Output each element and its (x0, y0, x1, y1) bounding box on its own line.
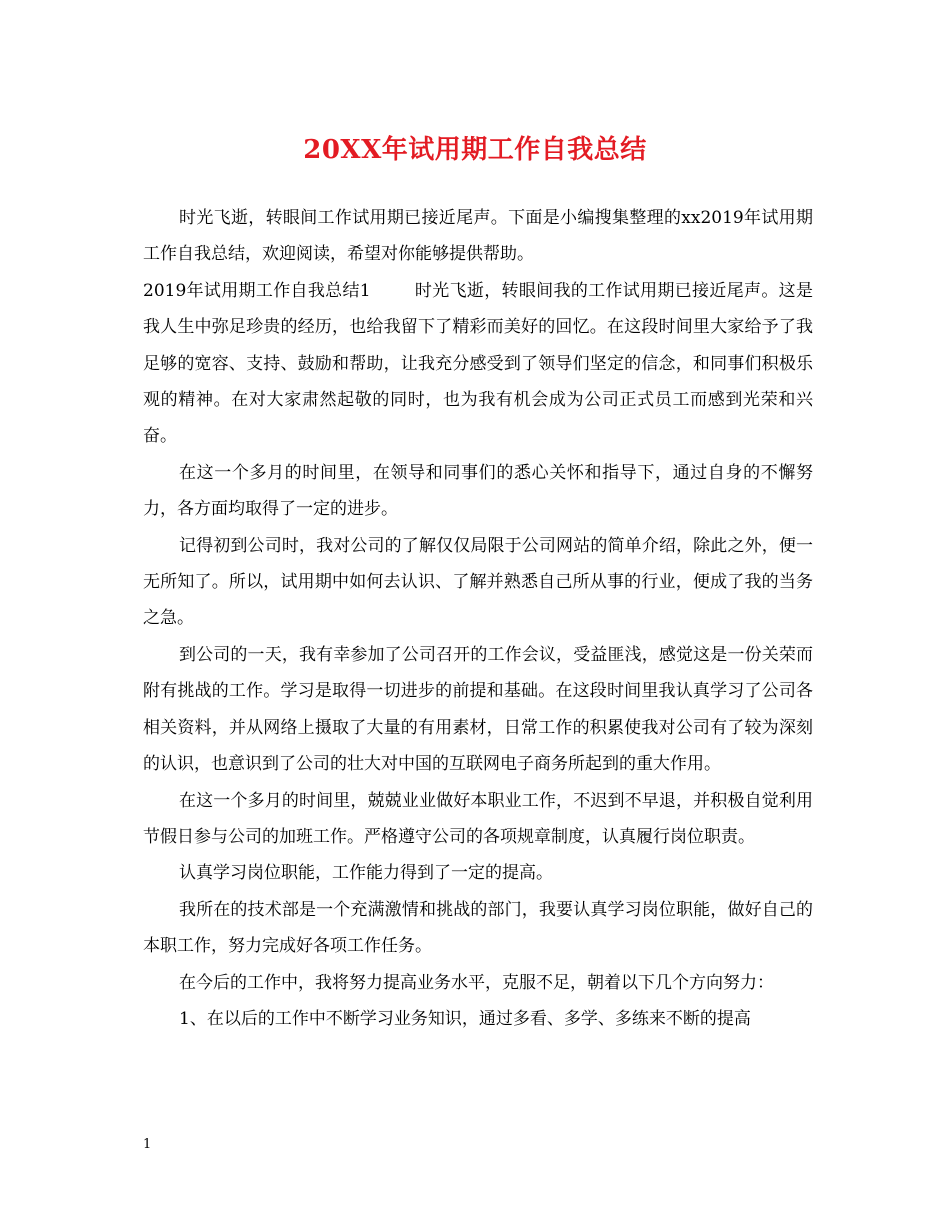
intro-paragraph: 时光飞逝，转眼间工作试用期已接近尾声。下面是小编搜集整理的xx2019年试用期工作自我总结，欢迎阅读，希望对你能够提供帮助。 (143, 208, 813, 265)
body-paragraph: 1、在以后的工作中不断学习业务知识，通过多看、多学、多练来不断的提高 (179, 1008, 751, 1029)
body-paragraph: 我所在的技术部是一个充满激情和挑战的部门，我要认真学习岗位职能，做好自己的本职工作，努力完成好各项工作任务。 (143, 899, 813, 957)
body-paragraph: 在这一个多月的时间里，在领导和同事们的悉心关怀和指导下，通过自身的不懈努力，各方面均取得了一定的进步。 (143, 462, 813, 520)
body-paragraph: 到公司的一天，我有幸参加了公司召开的工作会议，受益匪浅，感觉这是一份关荣而附有挑战的工作。学习是取得一切进步的前提和基础。在这段时间里我认真学习了公司各相关资料，并从网络上摄取了大量的有用素材，日常工作的积累使我对公司有了较为深刻的认识，也意识到了公司的壮大对中国的互联网电子商务所起到的重大作用。 (143, 644, 813, 775)
document-title: 20XX年试用期工作自我总结 (303, 135, 647, 165)
body-paragraph: 认真学习岗位职能，工作能力得到了一定的提高。 (179, 863, 553, 884)
section-heading: 2019年试用期工作自我总结1 (143, 280, 371, 301)
section-paragraph (143, 273, 813, 455)
body-paragraph: 记得初到公司时，我对公司的了解仅仅局限于公司网站的简单介绍，除此之外，便一无所知了。所以，试用期中如何去认识、了解并熟悉自己所从事的行业，便成了我的当务之急。 (143, 535, 813, 629)
page-number: 1 (143, 1137, 152, 1152)
section-first-paragraph: 时光飞逝，转眼间我的工作试用期已接近尾声。这是我人生中弥足珍贵的经历，也给我留下了精彩而美好的回忆。在这段时间里大家给予了我足够的宽容、支持、鼓励和帮助，让我充分感受到了领导们坚定的信念，和同事们积极乐观的精神。在对大家肃然起敬的同时，也为我有机会成为公司正式员工而感到光荣和兴奋。 (143, 280, 813, 447)
body-paragraph: 在这一个多月的时间里，兢兢业业做好本职业工作，不迟到不早退，并积极自觉利用节假日参与公司的加班工作。严格遵守公司的各项规章制度，认真履行岗位职责。 (143, 790, 813, 847)
body-paragraph: 在今后的工作中，我将努力提高业务水平，克服不足，朝着以下几个方向努力： (179, 972, 774, 993)
document-body (143, 200, 813, 1037)
